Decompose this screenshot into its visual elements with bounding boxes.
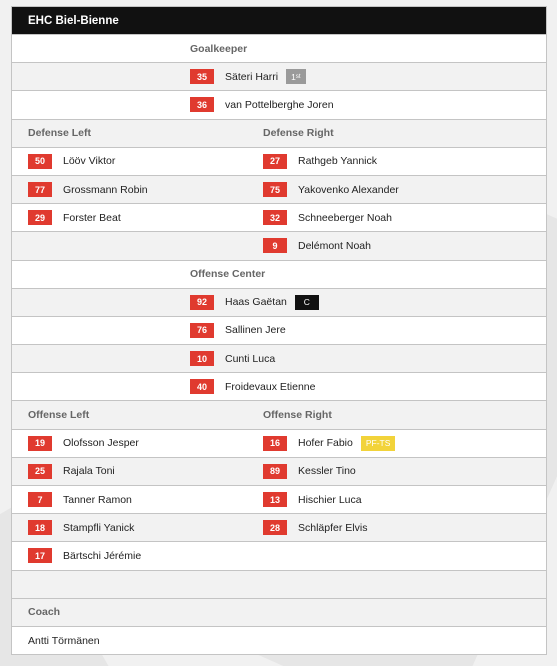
player-name[interactable]: Sallinen Jere [225, 324, 286, 337]
player-row [12, 175, 546, 203]
team-roster [11, 6, 547, 655]
jersey-number: 40 [190, 379, 214, 394]
player-name[interactable]: Haas Gaëtan [225, 296, 287, 309]
jersey-number: 92 [190, 295, 214, 310]
player-name[interactable]: Hischier Luca [298, 493, 362, 506]
section-header-coach [12, 598, 546, 626]
team-name: EHC Biel-Bienne [12, 7, 546, 34]
jersey-number: 9 [263, 238, 287, 253]
pf-ts-badge: PF-TS [361, 436, 396, 451]
player-row [12, 429, 546, 457]
jersey-number: 32 [263, 210, 287, 225]
player-row [12, 372, 546, 400]
player-name[interactable]: Rajala Toni [63, 465, 115, 478]
section-label: Defense Left [28, 127, 92, 140]
player-row [12, 513, 546, 541]
player-name[interactable]: Rathgeb Yannick [298, 155, 378, 168]
jersey-number: 50 [28, 154, 52, 169]
empty-row [12, 570, 546, 598]
jersey-number: 7 [28, 492, 52, 507]
jersey-number: 77 [28, 182, 52, 197]
section-label: Offense Left [28, 409, 90, 422]
player-row [12, 90, 546, 118]
jersey-number: 76 [190, 323, 214, 338]
player-name[interactable]: Lööv Viktor [63, 155, 116, 168]
jersey-number: 75 [263, 182, 287, 197]
section-header-offense-center [12, 260, 546, 288]
jersey-number: 36 [190, 97, 214, 112]
jersey-number: 16 [263, 436, 287, 451]
player-name[interactable]: Yakovenko Alexander [298, 183, 399, 196]
jersey-number: 17 [28, 548, 52, 563]
jersey-number: 10 [190, 351, 214, 366]
player-name[interactable]: Olofsson Jesper [63, 437, 139, 450]
player-name[interactable]: Stampfli Yanick [63, 521, 135, 534]
coach-row [12, 626, 546, 654]
jersey-number: 89 [263, 464, 287, 479]
section-label: Goalkeeper [190, 42, 248, 55]
jersey-number: 19 [28, 436, 52, 451]
player-row [12, 316, 546, 344]
section-label: Defense Right [263, 127, 334, 140]
player-row [12, 344, 546, 372]
player-name[interactable]: van Pottelberghe Joren [225, 98, 334, 111]
jersey-number: 25 [28, 464, 52, 479]
section-label: Offense Right [263, 409, 332, 422]
jersey-number: 27 [263, 154, 287, 169]
section-header-goalkeeper [12, 34, 546, 62]
player-name[interactable]: Schläpfer Elvis [298, 521, 368, 534]
jersey-number: 35 [190, 69, 214, 84]
player-name[interactable]: Delémont Noah [298, 239, 371, 252]
player-row [12, 541, 546, 569]
player-row [12, 62, 546, 90]
player-name[interactable]: Kessler Tino [298, 465, 356, 478]
first-goalie-badge: 1 st [286, 69, 305, 84]
player-name[interactable]: Bärtschi Jérémie [63, 549, 142, 562]
section-header-defense [12, 119, 546, 147]
player-row [12, 485, 546, 513]
player-row [12, 147, 546, 175]
jersey-number: 29 [28, 210, 52, 225]
section-label: Offense Center [190, 268, 266, 281]
player-name[interactable]: Tanner Ramon [63, 493, 132, 506]
section-label: Coach [28, 606, 61, 619]
section-header-offense [12, 400, 546, 428]
player-name[interactable]: Grossmann Robin [63, 183, 148, 196]
player-name[interactable]: Cunti Luca [225, 352, 276, 365]
player-row [12, 457, 546, 485]
player-row [12, 231, 546, 259]
jersey-number: 13 [263, 492, 287, 507]
coach-name[interactable]: Antti Törmänen [28, 634, 100, 647]
jersey-number: 18 [28, 520, 52, 535]
player-name[interactable]: Forster Beat [63, 211, 121, 224]
captain-badge: C [295, 295, 319, 310]
jersey-number: 28 [263, 520, 287, 535]
player-name[interactable]: Schneeberger Noah [298, 211, 392, 224]
player-name[interactable]: Hofer Fabio [298, 437, 353, 450]
player-row [12, 288, 546, 316]
player-name[interactable]: Froidevaux Etienne [225, 380, 316, 393]
player-row [12, 203, 546, 231]
player-name[interactable]: Säteri Harri [225, 70, 279, 83]
